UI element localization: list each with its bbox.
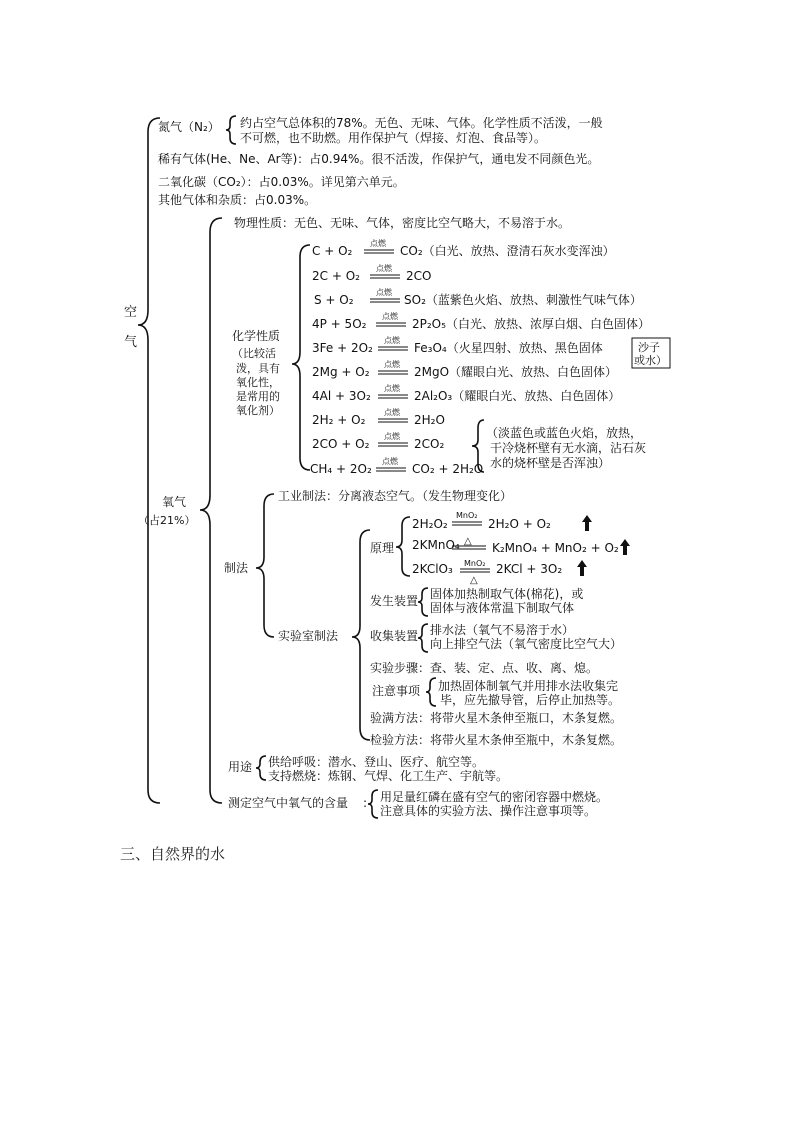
reaction-left: 2H₂O₂ [412, 517, 448, 531]
collect-line-1: 排水法（氧气不易溶于水） [430, 623, 575, 637]
chemical-label-6: 氧化剂） [236, 404, 280, 417]
reaction-right: CO₂ + 2H₂O [412, 462, 484, 476]
rare-gas-text: 稀有气体(He、Ne、Ar等)：占0.94%。很不活泼，作保护气，通电发不同颜色光。 [158, 152, 600, 166]
full-test: 验满方法：将带火星木条伸至瓶口，木条复燃。 [370, 711, 623, 725]
condition-label: 点燃 [384, 432, 400, 441]
reaction-right: 2H₂O + O₂ [488, 517, 551, 531]
uses-combustion: 支持燃烧：炼钢、气焊、化工生产、宇航等。 [268, 769, 509, 783]
brace-nitrogen [226, 116, 236, 144]
reaction-2 [312, 263, 431, 283]
generator-label: 发生装置 [370, 594, 419, 608]
reaction-right: K₂MnO₄ + MnO₂ + O₂ [492, 541, 619, 555]
reaction-right: 2P₂O₅（白光、放热、浓厚白烟、白色固体） [412, 317, 650, 331]
condition-label: 点燃 [384, 384, 400, 393]
condition-heat: △ [464, 536, 472, 547]
reaction-left: 4Al + 3O₂ [312, 389, 371, 403]
reaction-8 [312, 407, 445, 427]
other-gas-text: 其他气体和杂质：占0.03%。 [158, 193, 317, 207]
nitrogen-line-1: 约占空气总体积的78%。无色、无味、气体。化学性质不活泼，一般 [240, 116, 603, 130]
brace-uses [256, 756, 266, 780]
reaction-right: CO₂（白光、放热、澄清石灰水变浑浊） [400, 244, 615, 258]
reaction-right: 2CO [406, 269, 432, 283]
chemical-label-1: 化学性质 [232, 329, 281, 343]
gas-arrow-icon [582, 515, 592, 531]
fe-note-line-2: 或水） [634, 354, 667, 367]
physical-properties: 物理性质：无色、无味、气体，密度比空气略大，不易溶于水。 [234, 216, 571, 230]
reaction-7 [312, 383, 620, 403]
reaction-left: 2CO + O₂ [312, 437, 370, 451]
reaction-right: Fe₃O₄（火星四射、放热、黑色固体 [414, 341, 603, 355]
reaction-right: 2Al₂O₃（耀眼白光、放热、白色固体） [414, 389, 621, 403]
reaction-1 [312, 238, 615, 258]
oxygen-share: （占21%） [138, 514, 196, 527]
condition-label: 点燃 [376, 264, 392, 273]
reaction-right: 2KCl + 3O₂ [496, 562, 563, 576]
generator-line-2: 固体与液体常温下制取气体 [430, 601, 575, 615]
air-label-2: 气 [124, 335, 138, 350]
flame-note-1: （淡蓝色或蓝色火焰，放热， [486, 426, 643, 440]
reaction-right: 2H₂O [414, 413, 445, 427]
condition-label: 点燃 [382, 312, 398, 321]
brace-chemical [292, 245, 310, 470]
reaction-3 [314, 287, 642, 307]
chemical-label-5: 是常用的 [236, 390, 280, 403]
reaction-left: 4P + 5O₂ [312, 317, 367, 331]
check-test: 检验方法：将带火星木条伸至瓶中，木条复燃。 [370, 733, 623, 747]
reaction-left: 2KClO₃ [412, 562, 453, 576]
reaction-left: 2C + O₂ [312, 269, 360, 283]
measure-label: 测定空气中氧气的含量 [228, 796, 349, 810]
condition-label: 点燃 [384, 360, 400, 369]
measure-line-2: 注意具体的实验方法、操作注意事项等。 [380, 804, 597, 818]
chemical-label-3: 泼，具有 [236, 362, 280, 375]
uses-breath: 供给呼吸：潜水、登山、医疗、航空等。 [268, 755, 485, 769]
preparation-label: 制法 [224, 561, 249, 575]
reaction-4 [312, 311, 650, 331]
reaction-right: 2MgO（耀眼白光、放热、白色固体） [414, 365, 618, 379]
reaction-right: SO₂（蓝紫色火焰、放热、刺激性气味气体） [404, 293, 642, 307]
oxygen-label: 氧气 [162, 495, 187, 509]
reaction-6 [312, 359, 617, 379]
measure-colon: : [363, 796, 368, 810]
lab-method-label: 实验室制法 [278, 629, 339, 643]
industrial-method: 工业制法：分离液态空气。（发生物理变化） [278, 489, 513, 503]
section-heading: 三、自然界的水 [120, 845, 226, 863]
condition-heat: △ [470, 575, 478, 586]
brace-caution [426, 678, 436, 706]
brace-principle [396, 517, 410, 576]
principle-reaction-2 [412, 536, 630, 555]
fe-note-line-1: 沙子 [638, 341, 660, 354]
caution-label: 注意事项 [372, 684, 421, 698]
flame-note-2: 干冷烧杯壁有无水滴，沾石灰 [490, 441, 647, 455]
brace-lab-method [352, 530, 370, 740]
principle-reaction-1 [412, 511, 592, 531]
reaction-left: S + O₂ [314, 293, 354, 307]
collect-label: 收集装置 [370, 629, 419, 643]
condition-label: 点燃 [382, 457, 398, 466]
gas-arrow-icon [620, 539, 630, 555]
measure-line-1: 用足量红磷在盛有空气的密闭容器中燃烧。 [380, 790, 609, 804]
collect-line-2: 向上排空气法（氧气密度比空气大） [430, 637, 623, 651]
reaction-10 [310, 456, 483, 476]
reaction-left: C + O₂ [312, 244, 353, 258]
caution-line-1: 加热固体制氧气并用排水法收集完 [438, 679, 619, 693]
reaction-left: 2H₂ + O₂ [312, 413, 366, 427]
chemical-label-2: （比较活 [232, 347, 276, 360]
reaction-9 [312, 431, 444, 451]
principle-reaction-3 [412, 559, 587, 586]
reaction-right: 2CO₂ [414, 437, 445, 451]
condition-label: 点燃 [370, 239, 386, 248]
principle-label: 原理 [370, 541, 395, 555]
flame-note-3: 水的烧杯壁是否浑浊） [490, 456, 611, 470]
generator-line-1: 固体加热制取气体(棉花)，或 [430, 587, 584, 601]
condition-label: 点燃 [384, 408, 400, 417]
gas-arrow-icon [577, 560, 587, 576]
brace-collect [418, 624, 428, 652]
brace-preparation [256, 494, 274, 637]
brace-oxygen [200, 218, 222, 803]
co2-text: 二氧化碳（CO₂）：占0.03%。详见第六单元。 [158, 175, 405, 189]
reaction-left: 3Fe + 2O₂ [312, 341, 373, 355]
condition-catalyst: MnO₂ [464, 559, 486, 568]
reaction-left: 2KMnO₄ [412, 538, 460, 552]
nitrogen-line-2: 不可燃，也不助燃。用作保护气（焊接、灯泡、食品等）。 [240, 131, 547, 145]
chemical-label-4: 氧化性， [236, 376, 280, 389]
reaction-5 [312, 335, 670, 368]
condition-label: 点燃 [376, 288, 392, 297]
brace-air [138, 118, 160, 803]
caution-line-2: 毕，应先撤导管，后停止加热等。 [440, 693, 621, 707]
air-label-1: 空 [124, 305, 138, 320]
condition-label: 点燃 [384, 336, 400, 345]
nitrogen-label: 氮气（N₂） [158, 120, 220, 134]
uses-label: 用途 [228, 760, 253, 774]
reaction-left: CH₄ + 2O₂ [310, 462, 372, 476]
lab-steps: 实验步骤：查、装、定、点、收、离、熄。 [370, 661, 599, 675]
brace-measure [368, 790, 378, 818]
reaction-left: 2Mg + O₂ [312, 365, 370, 379]
brace-generator [418, 588, 428, 616]
condition-catalyst: MnO₂ [456, 511, 478, 520]
